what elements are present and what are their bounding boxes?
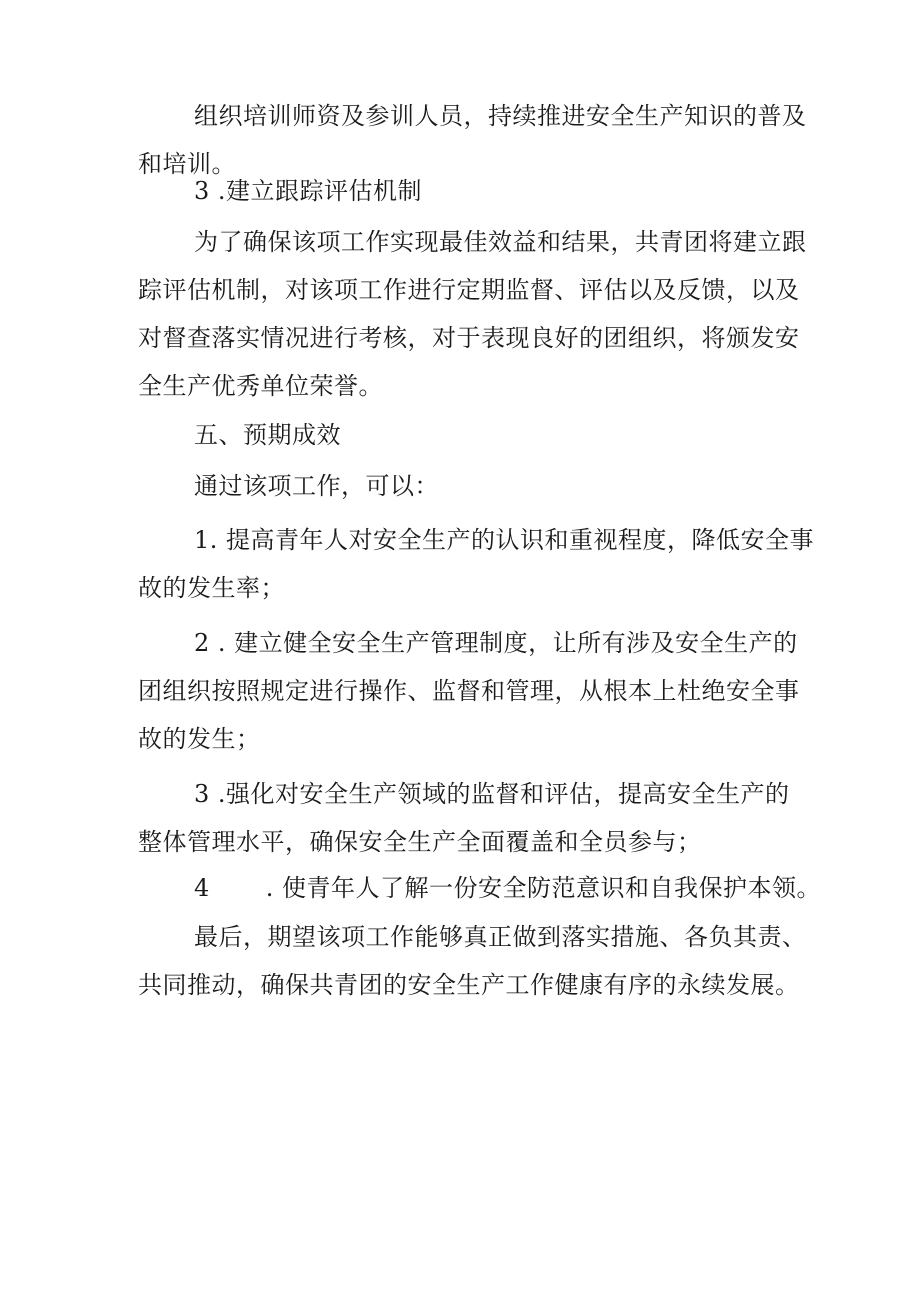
heading-expected-results xyxy=(138,411,778,459)
text-line: 和培训。 xyxy=(138,150,236,178)
text-line: 故的发生率； xyxy=(138,574,285,602)
list-item-4 xyxy=(138,864,822,912)
list-item-1 xyxy=(138,516,815,612)
text-line: 3 .强化对安全生产领域的监督和评估，提高安全生产的 xyxy=(194,780,790,808)
text-line: 1. 提高青年人对安全生产的认识和重视程度，降低安全事 xyxy=(194,526,815,554)
paragraph-tracking xyxy=(138,218,807,410)
text-line: 故的发生； xyxy=(138,725,261,753)
list-text: . 使青年人了解一份安全防范意识和自我保护本领。 xyxy=(265,874,822,902)
text-line: 五、预期成效 xyxy=(194,421,341,449)
text-line xyxy=(138,864,822,912)
text-line: 3 .建立跟踪评估机制 xyxy=(194,177,423,205)
text-line: 通过该项工作，可以： xyxy=(194,472,439,500)
text-line: 全生产优秀单位荣誉。 xyxy=(138,372,383,400)
text-line: 最后，期望该项工作能够真正做到落实措施、各负其责、 xyxy=(194,923,807,951)
list-number: 4 xyxy=(194,874,210,902)
paragraph-intro xyxy=(138,462,778,510)
text-line: 整体管理水平，确保安全生产全面覆盖和全员参与； xyxy=(138,828,702,856)
paragraph-conclusion xyxy=(138,913,807,1009)
list-item-3 xyxy=(138,770,790,866)
text-line: 对督查落实情况进行考核，对于表现良好的团组织，将颁发安 xyxy=(138,324,800,352)
text-line: 为了确保该项工作实现最佳效益和结果，共青团将建立跟 xyxy=(194,228,807,256)
text-line: 共同推动，确保共青团的安全生产工作健康有序的永续发展。 xyxy=(138,971,800,999)
list-item-2 xyxy=(138,619,800,763)
text-line: 2 . 建立健全安全生产管理制度，让所有涉及安全生产的 xyxy=(194,629,798,657)
heading-tracking-mechanism xyxy=(138,167,778,215)
text-line: 组织培训师资及参训人员，持续推进安全生产知识的普及 xyxy=(194,102,807,130)
text-line: 踪评估机制，对该项工作进行定期监督、评估以及反馈，以及 xyxy=(138,276,800,304)
text-line: 团组织按照规定进行操作、监督和管理，从根本上杜绝安全事 xyxy=(138,677,800,705)
